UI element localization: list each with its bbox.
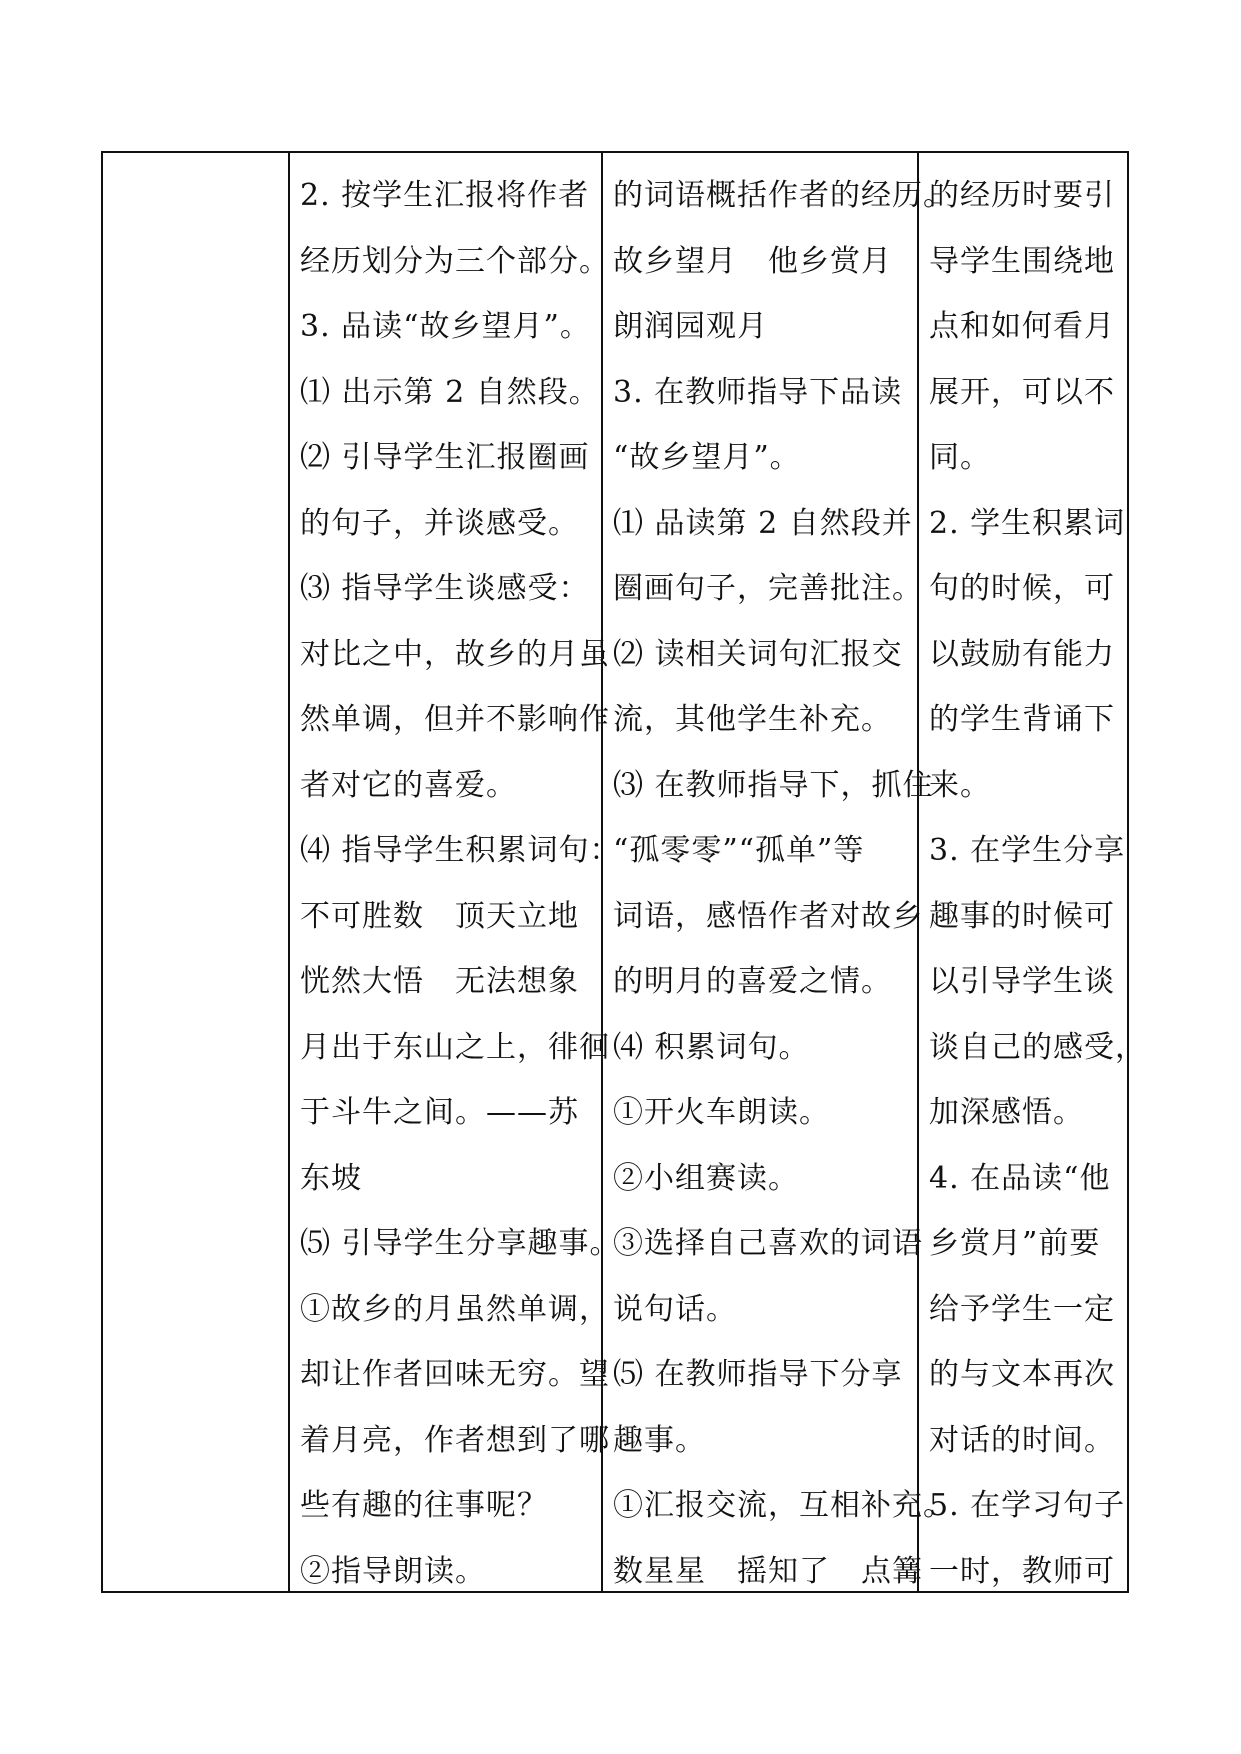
text-line: “故乡望月”。 (613, 440, 801, 475)
text-line: ⑸ 在教师指导下分享 (613, 1357, 903, 1392)
text-line: 3. 在教师指导下品读 (613, 374, 903, 410)
text-line: 以鼓励有能力 (929, 636, 1115, 672)
text-line: 的与文本再次 (929, 1357, 1115, 1392)
text-line: 点和如何看月 (929, 309, 1115, 344)
text-line: “孤零零”“孤单”等 (613, 833, 865, 868)
text-line: ⑷ 积累词句。 (613, 1029, 810, 1065)
text-line: 展开，可以不 (929, 374, 1115, 410)
text-line: 流，其他学生补充。 (613, 702, 892, 737)
text-line: 些有趣的往事呢？ (300, 1488, 548, 1523)
text-line: 说句话。 (613, 1291, 737, 1327)
text-line: 谈自己的感受， (929, 1029, 1146, 1065)
text-line: ⑸ 引导学生分享趣事。 (300, 1226, 621, 1261)
table-column-student-activity (601, 153, 954, 1591)
text-line: 圈画句子，完善批注。 (613, 571, 923, 606)
text-line: ②指导朗读。 (300, 1553, 486, 1589)
text-line: ①故乡的月虽然单调， (300, 1291, 610, 1327)
text-line: 来。 (929, 767, 991, 803)
text-line: 经历划分为三个部分。 (300, 243, 610, 279)
text-line: 一时，教师可 (929, 1553, 1115, 1589)
lesson-plan-table (101, 151, 1146, 1593)
text-line: ⑵ 读相关词句汇报交 (613, 636, 903, 672)
text-line: 却让作者回味无穷。望 (300, 1357, 610, 1392)
text-line: 4. 在品读“他 (929, 1160, 1111, 1196)
text-line: 然单调，但并不影响作 (300, 702, 610, 737)
text-line: 给予学生一定 (929, 1291, 1115, 1327)
text-line: 故乡望月 他乡赏月 (613, 243, 892, 279)
text-line: 5. 在学习句子 (929, 1488, 1126, 1523)
text-line: 东坡 (300, 1160, 362, 1196)
text-line: 对比之中，故乡的月虽 (300, 636, 610, 672)
text-line: 的经历时要引 (929, 178, 1115, 213)
text-line: ②小组赛读。 (613, 1160, 799, 1196)
column-lines (603, 153, 954, 1604)
text-line: 恍然大悟 无法想象 (300, 964, 579, 999)
text-line: 的学生背诵下 (929, 702, 1115, 737)
text-line: ⑶ 在教师指导下，抓住 (613, 767, 934, 803)
text-line: 着月亮，作者想到了哪 (300, 1422, 610, 1458)
text-line: ③选择自己喜欢的词语 (613, 1226, 923, 1261)
text-line: 3. 在学生分享 (929, 833, 1126, 868)
text-line: 的词语概括作者的经历。 (613, 178, 954, 213)
text-line: 的句子，并谈感受。 (300, 505, 579, 541)
text-line: 的明月的喜爱之情。 (613, 964, 892, 999)
text-line: 句的时候，可 (929, 571, 1115, 606)
text-line: 数星星 摇知了 点篝 (613, 1553, 923, 1589)
text-line: 者对它的喜爱。 (300, 767, 517, 803)
text-line: 3. 品读“故乡望月”。 (300, 309, 591, 344)
text-line: ①开火车朗读。 (613, 1095, 830, 1130)
text-line: 趣事的时候可 (929, 898, 1115, 934)
table-column-empty (103, 153, 288, 1591)
text-line: 朗润园观月 (613, 309, 768, 344)
text-line: 于斗牛之间。——苏 (300, 1095, 579, 1130)
text-line: 对话的时间。 (929, 1422, 1115, 1458)
table-column-teacher-activity (288, 153, 621, 1591)
text-line: 2. 学生积累词 (929, 505, 1126, 541)
text-line: 月出于东山之上，徘徊 (300, 1029, 610, 1065)
text-line: ⑵ 引导学生汇报圈画 (300, 440, 590, 475)
text-line: 同。 (929, 440, 991, 475)
text-line: ⑶ 指导学生谈感受： (300, 571, 590, 606)
text-line: 2. 按学生汇报将作者 (300, 178, 590, 213)
text-line: ⑷ 指导学生积累词句： (300, 833, 621, 868)
text-line: 加深感悟。 (929, 1095, 1084, 1130)
text-line: 以引导学生谈 (929, 964, 1115, 999)
text-line: 词语，感悟作者对故乡 (613, 898, 923, 934)
text-line: 趣事。 (613, 1422, 706, 1458)
text-line: ⑴ 出示第 2 自然段。 (300, 374, 600, 410)
column-lines (290, 153, 621, 1604)
text-line: 不可胜数 顶天立地 (300, 898, 579, 934)
text-line: 乡赏月”前要 (929, 1226, 1101, 1261)
text-line: 导学生围绕地 (929, 243, 1115, 279)
column-lines (919, 153, 1146, 1604)
text-line: ①汇报交流，互相补充。 (613, 1488, 954, 1523)
table-column-design-notes (917, 153, 1146, 1591)
text-line: ⑴ 品读第 2 自然段并 (613, 505, 913, 541)
